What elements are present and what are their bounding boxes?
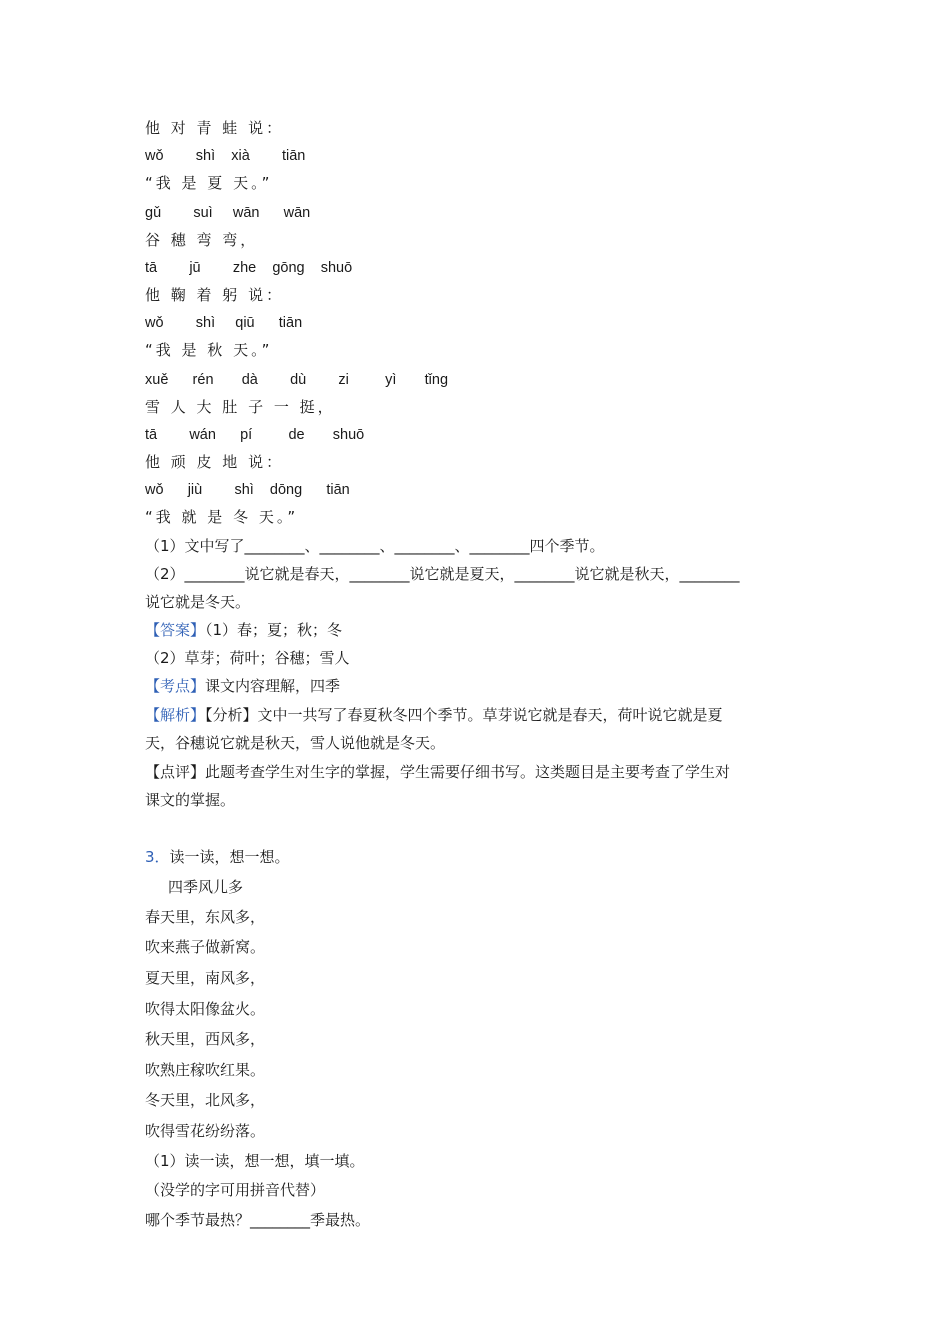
poem-line: 吹得雪花纷纷落。 [145,1122,266,1140]
q3-sub1: （1）读一读，想一想，填一填。 [145,1152,365,1170]
pinyin-line: wǒ shì xià tiān [145,148,306,164]
q3-heading [145,847,290,867]
poem-line: 吹熟庄稼吹红果。 [145,1061,266,1079]
kaodian-tag: 【考点】 [145,677,206,695]
answer-text-2: （2）草芽；荷叶；谷穗；雪人 [145,649,350,667]
poem-line: 他 鞠 着 躬 说： [145,286,285,304]
kaodian-block [145,676,340,696]
poem-line: “我 是 秋 天。” [145,341,273,359]
answer-tag: 【答案】 [145,621,206,639]
q3-sub1-question: 哪个季节最热？________季最热。 [145,1211,371,1229]
q2-sub1: （1）文中写了________、________、________、________四个季节。 [145,537,605,555]
poem-line: 雪 人 大 肚 子 一 挺， [145,398,336,416]
poem-line: “我 就 是 冬 天。” [145,508,299,526]
jiexi-tag: 【解析】 [145,706,206,724]
pinyin-line: xuě rén dà dù zi yì tǐng [145,372,449,388]
q3-sub1-note: （没学的字可用拼音代替） [145,1181,326,1199]
pinyin-line: tā wán pí de shuō [145,427,365,443]
poem-title: 四季风儿多 [168,878,244,896]
pinyin-line: gǔ suì wān wān [145,205,311,221]
poem-line: “我 是 夏 天。” [145,174,273,192]
poem-line: 谷 穗 弯 弯， [145,231,259,249]
q2-sub2-line2: 说它就是冬天。 [145,593,251,611]
q2-sub2-line1: （2）________说它就是春天，________说它就是夏天，________说它就是秋天，________ [145,565,740,583]
answer-block [145,620,342,640]
poem-line: 他 顽 皮 地 说： [145,453,285,471]
poem-line: 春天里，东风多， [145,908,266,926]
pinyin-line: tā jū zhe gōng shuō [145,260,353,276]
dianping-line2: 课文的掌握。 [145,791,236,809]
jiexi-block [145,705,723,725]
kaodian-text: 课文内容理解，四季 [205,677,341,695]
poem-line: 秋天里，西风多， [145,1030,266,1048]
q3-prompt: 读一读，想一想。 [169,848,290,866]
pinyin-line: wǒ jiù shì dōng tiān [145,482,350,498]
poem-line: 他 对 青 蛙 说： [145,119,285,137]
jiexi-text-2: 天，谷穗说它就是秋天，雪人说他就是冬天。 [145,734,446,752]
jiexi-text: 【分析】文中一共写了春夏秋冬四个季节。草芽说它就是春天，荷叶说它就是夏 [205,706,723,724]
poem-line: 夏天里，南风多， [145,969,266,987]
pinyin-line: wǒ shì qiū tiān [145,315,303,331]
poem-line: 吹来燕子做新窝。 [145,938,266,956]
poem-line: 冬天里，北风多， [145,1091,266,1109]
poem-line: 吹得太阳像盆火。 [145,1000,266,1018]
q3-number: 3． [145,848,170,866]
answer-text: （1）春；夏；秋；冬 [205,621,343,639]
dianping-line1: 【点评】此题考查学生对生字的掌握，学生需要仔细书写。这类题目是主要考查了学生对 [145,763,731,781]
